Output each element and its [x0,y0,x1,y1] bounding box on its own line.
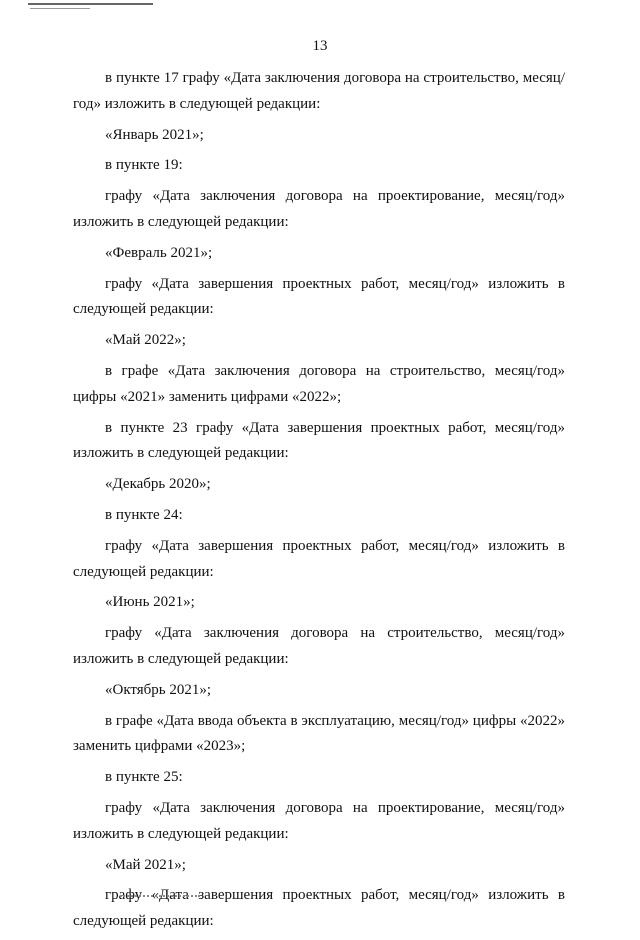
paragraph: «Январь 2021»; [105,126,204,143]
scan-artifact-dots [120,895,200,899]
scan-artifact-line [30,8,90,9]
paragraph: «Май 2021»; [105,856,186,873]
paragraph: в графе «Дата ввода объекта в эксплуатацию, месяц/год» цифры «2022» заменить цифрами «2023»; [73,712,565,755]
paragraph: графу «Дата завершения проектных работ, месяц/год» изложить в следующей редакции: [73,537,565,580]
paragraph: в пункте 25: [105,769,183,786]
paragraph: графу «Дата завершения проектных работ, месяц/год» изложить в следующей редакции: [73,887,565,930]
paragraph: «Октябрь 2021»; [105,681,212,698]
paragraph: «Май 2022»; [105,332,186,349]
paragraph: графу «Дата заключения договора на проектирование, месяц/год» изложить в следующей редакции: [73,188,565,230]
paragraph: «Июнь 2021»; [105,594,195,611]
paragraph: графу «Дата заключения договора на проектирование, месяц/год» изложить в следующей редакции: [73,799,565,842]
scan-artifact-line [28,3,153,5]
paragraph: в пункте 19: [105,157,183,174]
paragraph: в пункте 17 графу «Дата заключения договора на строительство, месяц/год» изложить в следующей редакции: [73,70,565,112]
paragraph: графу «Дата завершения проектных работ, месяц/год» изложить в следующей редакции: [73,275,565,318]
page-number: 13 [312,38,328,54]
paragraph: графу «Дата заключения договора на строительство, месяц/год» изложить в следующей редакции: [73,625,565,667]
paragraph: «Декабрь 2020»; [105,476,211,493]
paragraph: «Февраль 2021»; [105,244,213,261]
paragraph: в пункте 23 графу «Дата завершения проектных работ, месяц/год» изложить в следующей редакции: [73,419,565,462]
document-body [73,66,565,940]
paragraph: в пункте 24: [105,506,183,523]
paragraph: в графе «Дата заключения договора на строительство, месяц/год» цифры «2021» заменить цифрами «2022»; [73,362,565,405]
